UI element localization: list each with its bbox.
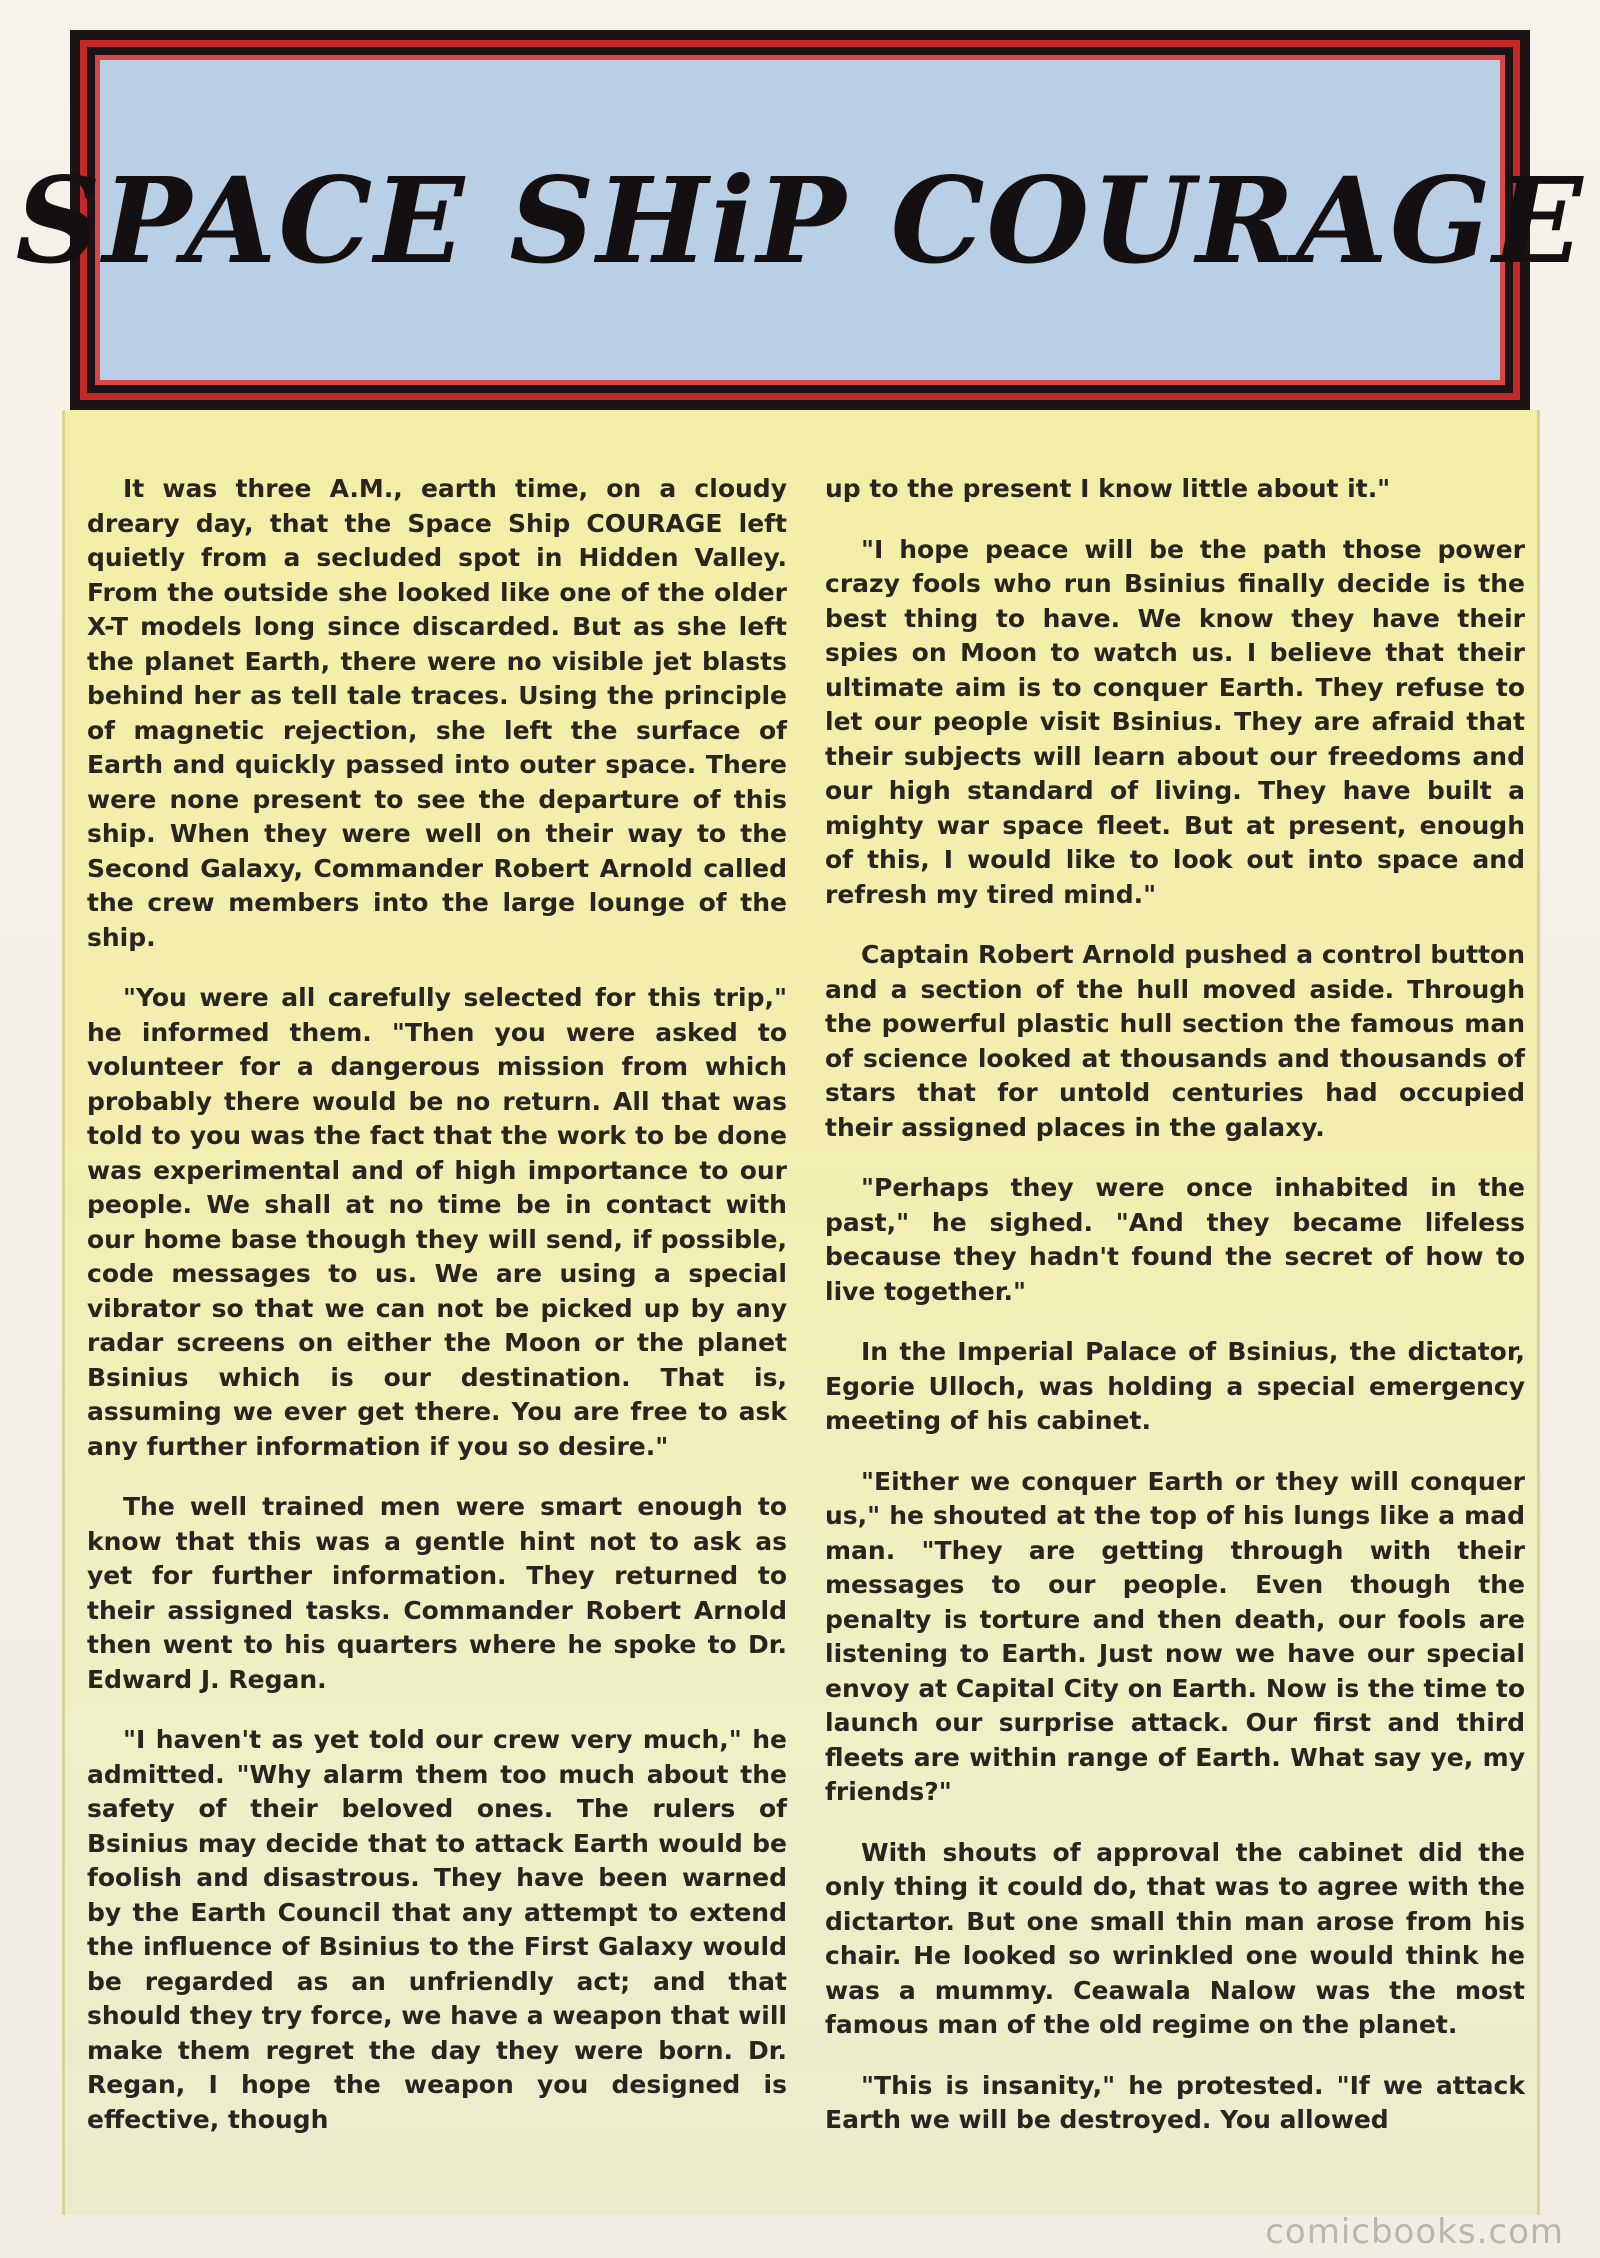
paragraph: In the Imperial Palace of Bsinius, the dictator, Egorie Ulloch, was holding a special emergency meeting of his cabinet. [825, 1337, 1525, 1435]
paragraph: up to the present I know little about it." [825, 474, 1391, 503]
paragraph: "I haven't as yet told our crew very much," he admitted. "Why alarm them too much about the safety of their beloved ones. The rulers of Bsinius may decide that to attack Earth would be foolish and disastrous. They have been warned by the Earth Council that any attempt to extend the influence of Bsinius to the First Galaxy would be regarded as an unfriendly act; and that should they try force, we have a weapon that will make them regret the day they were born. Dr. Regan, I hope the weapon you designed is effective, though [87, 1725, 787, 2134]
title-banner [15, 30, 1585, 410]
right-text-column [825, 472, 1525, 2164]
paragraph: "This is insanity," he protested. "If we attack Earth we will be destroyed. You allowed [825, 2070, 1525, 2134]
paragraph: "Perhaps they were once inhabited in the past," he sighed. "And they became lifeless because they hadn't found the secret of how to live together." [825, 1173, 1525, 1306]
paragraph: With shouts of approval the cabinet did the only thing it could do, that was to agree with the dictartor. But one small thin man arose from his chair. He looked so wrinkled one would think he was a mummy. Ceawala Nalow was the most famous man of the old regime on the planet. [825, 1837, 1525, 2039]
paragraph: It was three A.M., earth time, on a cloudy dreary day, that the Space Ship COURAGE left quietly from a secluded spot in Hidden Valley. From the outside she looked like one of the older X-T models long since discarded. But as she left the planet Earth, there were no visible jet blasts behind her as tell tale traces. Using the principle of magnetic rejection, she left the surface of Earth and quickly passed into outer space. There were none present to see the departure of this ship. When they were well on their way to the Second Galaxy, Commander Robert Arnold called the crew members into the large lounge of the ship. [87, 474, 787, 952]
paragraph: "You were all carefully selected for this trip," he informed them. "Then you were asked to volunteer for a dangerous mission from which probably there would be no return. All that was told to you was the fact that the work to be done was experimental and of high importance to our people. We shall at no time be in contact with our home base though they will send, if possible, code messages to us. We are using a special vibrator so that we can not be picked up by any radar screens on either the Moon or the planet Bsinius which is our destination. That is, assuming we ever get there. You are free to ask any further information if you so desire." [87, 983, 787, 1461]
paragraph: "I hope peace will be the path those power crazy fools who run Bsinius finally decide is the best thing to have. We know they have their spies on Moon to watch us. I believe that their ultimate aim is to conquer Earth. They refuse to let our people visit Bsinius. They are afraid that their subjects will learn about our freedoms and our high standard of living. They have built a mighty war space fleet. But at present, enough of this, I would like to look out into space and refresh my tired mind." [825, 534, 1525, 909]
site-watermark: comicbooks.com [1265, 2212, 1564, 2252]
story-title: SPACE SHiP COURAGE [15, 150, 1585, 290]
story-text-panel [62, 410, 1540, 2215]
paragraph: The well trained men were smart enough to know that this was a gentle hint not to ask as yet for further information. They returned to their assigned tasks. Commander Robert Arnold then went to his quarters where he spoke to Dr. Edward J. Regan. [87, 1492, 787, 1694]
paragraph: "Either we conquer Earth or they will conquer us," he shouted at the top of his lungs like a mad man. "They are getting through with their messages to our people. Even though the penalty is torture and then death, our fools are listening to Earth. Just now we have our special envoy at Capital City on Earth. Now is the time to launch our surprise attack. Our first and third fleets are within range of Earth. What say ye, my friends?" [825, 1466, 1525, 1806]
paragraph: Captain Robert Arnold pushed a control button and a section of the hull moved aside. Through the powerful plastic hull section the famous man of science looked at thousands and thousands of stars that for untold centuries had occupied their assigned places in the galaxy. [825, 940, 1525, 1142]
left-text-column [87, 472, 787, 2163]
